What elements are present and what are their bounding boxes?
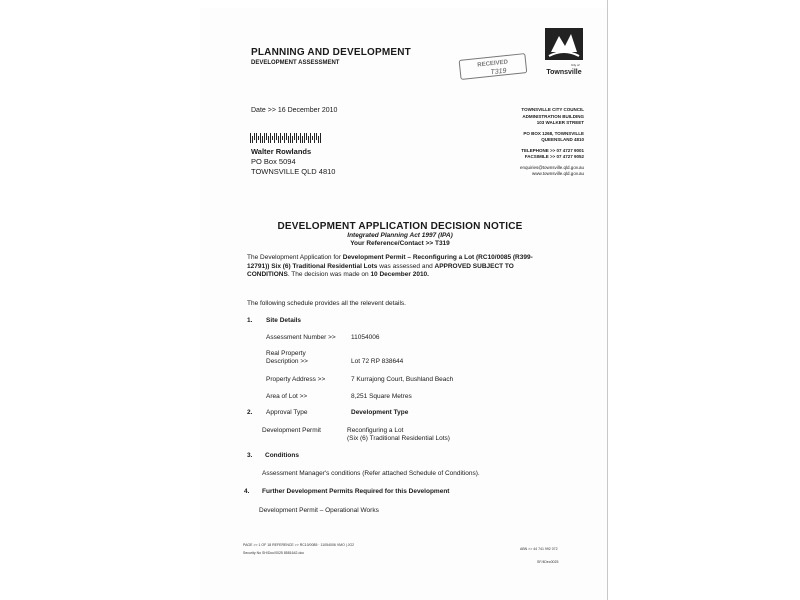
council-line: FACSIMILE >> 07 4727 9052 (524, 154, 584, 159)
section-number: 2. (247, 409, 253, 416)
council-line: ADMINISTRATION BUILDING (522, 113, 584, 119)
intro-text: was assessed and (377, 262, 435, 270)
council-line: 103 WALKER STREET (536, 120, 584, 125)
council-line: www.townsville.qld.gov.au (532, 171, 584, 176)
intro-permit: Development Permit – Reconfiguring a Lot (RC10/0085 (R399-12791)) Six (6) Traditional Residential Lots (247, 254, 533, 270)
conditions-text: Assessment Manager's conditions (Refer attached Schedule of Conditions). (262, 470, 480, 477)
real-property-label: Real Property (266, 350, 306, 357)
development-permit-label: Development Permit (262, 427, 321, 434)
intro-text: The Development Application for (247, 254, 343, 261)
council-line: QUEENSLAND 4810 (541, 137, 584, 142)
section-number: 4. (244, 488, 250, 495)
recipient-line2: TOWNSVILLE QLD 4810 (251, 167, 336, 176)
recipient-line1: PO Box 5094 (251, 157, 296, 166)
council-address-block (500, 107, 584, 178)
council-line: TELEPHONE >> 07 4727 9001 (521, 147, 584, 153)
assessment-number-label: Assessment Number >> (266, 334, 336, 341)
notice-reference: Your Reference/Contact >> T319 (350, 240, 450, 247)
page-edge (607, 0, 608, 600)
property-address-label: Property Address >> (266, 376, 326, 383)
footer-security: Security No SH/Doc/0025 8581642.doc (243, 551, 305, 555)
development-type-heading: Development Type (351, 409, 409, 416)
section-number: 3. (247, 452, 253, 459)
footer-abn: ABN >> 44 741 992 072 (520, 547, 558, 551)
svg-text:RECEIVED: RECEIVED (477, 59, 509, 69)
dept-subtitle: DEVELOPMENT ASSESSMENT (251, 60, 340, 66)
svg-text:City of: City of (571, 63, 580, 67)
intro-text: . The decision was made on (287, 271, 371, 278)
dept-title: PLANNING AND DEVELOPMENT (251, 47, 411, 58)
footer-page-ref: PAGE >> 1 OF 18 REFERENCE >> RC10/0085 · 11054006 VMO | JG2 (243, 543, 355, 547)
recipient-address (251, 147, 335, 177)
real-property-value: Lot 72 RP 838644 (351, 358, 404, 365)
area-value: 8,251 Square Metres (351, 393, 412, 400)
further-permits-text: Development Permit – Operational Works (259, 507, 379, 514)
real-property-label-2: Description >> (266, 358, 308, 365)
approval-type-heading: Approval Type (266, 409, 308, 416)
section-title-site-details: Site Details (266, 317, 302, 324)
section-title-further-permits: Further Development Permits Required for this Development (262, 488, 450, 495)
intro-decision: APPROVED SUBJECT TO CONDITIONS (247, 262, 514, 278)
recipient-name: Walter Rowlands (251, 147, 312, 156)
notice-title: DEVELOPMENT APPLICATION DECISION NOTICE (277, 221, 523, 232)
schedule-intro: The following schedule provides all the relevent details. (247, 300, 406, 307)
property-address-value: 7 Kurrajong Court, Bushland Beach (351, 376, 454, 383)
assessment-number-value: 11054006 (351, 334, 380, 341)
development-permit-value: Reconfiguring a Lot (347, 427, 404, 434)
townsville-logo (545, 28, 583, 78)
intro-date: 10 December 2010. (370, 271, 429, 278)
footer-doc-code: SF/4Dec0025 (537, 560, 559, 564)
townsville-logo-graphic (545, 28, 583, 78)
section-number: 1. (247, 317, 253, 324)
area-label: Area of Lot >> (266, 393, 308, 400)
svg-text:T319: T319 (490, 67, 507, 77)
council-line: TOWNSVILLE CITY COUNCIL (521, 107, 584, 112)
letter-date: Date >> 16 December 2010 (251, 107, 338, 114)
section-title-conditions: Conditions (265, 452, 299, 459)
intro-paragraph (247, 254, 547, 280)
development-permit-value-2: (Six (6) Traditional Residential Lots) (347, 435, 450, 442)
notice-act: Integrated Planning Act 1997 (IPA) (347, 232, 453, 239)
postal-barcode (250, 130, 322, 140)
council-line: PO BOX 1268, TOWNSVILLE (523, 130, 584, 136)
svg-text:Townsville: Townsville (546, 69, 582, 76)
council-line: enquiries@townsville.qld.gov.au (519, 164, 584, 170)
